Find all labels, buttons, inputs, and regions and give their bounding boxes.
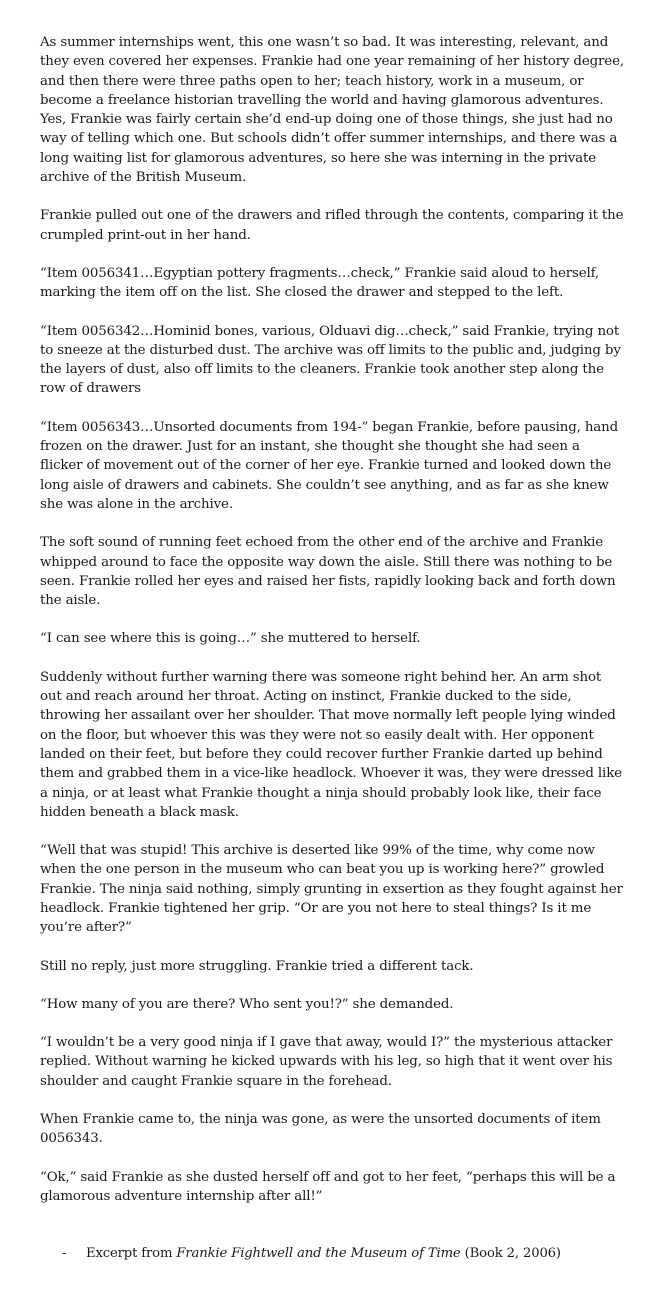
paragraph-5: “Item 0056343…Unsorted documents from 194-” began Frankie, before pausing, hand frozen on the drawer. Just for an instant, she thought she thought she had seen a flicker of movement out of the corner of her eye. Frankie turned and looked down the long aisle of drawers and cabinets. She couldn’t see anything, and as far as she knew she was alone in the archive. <box>40 419 619 512</box>
paragraph-14: “Ok,” said Frankie as she dusted herself off and got to her feet, “perhaps this will be a glamorous adventure internship after all!” <box>40 1169 616 1204</box>
book-title: Frankie Fightwell and the Museum of Time <box>176 1246 461 1261</box>
paragraph-1: As summer internships went, this one wasn’t so bad. It was interesting, relevant, and they even covered her expenses. Frankie had one year remaining of her history degree, and then there were three paths open to her; teach history, work in a museum, or become a freelance historian travelling the world and having glamorous adventures. Yes, Frankie was fairly certain she’d end-up doing one of those things, she just had no way of telling which one. But schools didn’t offer summer internships, and there was a long waiting list for glamorous adventures, so here she was interning in the private archive of the British Museum. <box>40 35 624 186</box>
credit-suffix: (Book 2, 2006) <box>460 1246 561 1261</box>
paragraph-2: Frankie pulled out one of the drawers and rifled through the contents, comparing it the crumpled print-out in her hand. <box>40 208 624 243</box>
paragraph-11: “How many of you are there? Who sent you!?” she demanded. <box>40 996 454 1012</box>
paragraph-3: “Item 0056341…Egyptian pottery fragments…check,” Frankie said aloud to herself, marking the item off on the list. She closed the drawer and stepped to the left. <box>40 265 600 301</box>
paragraph-6: The soft sound of running feet echoed from the other end of the archive and Frankie whipped around to face the opposite way down the aisle. Still there was nothing to be seen. Frankie rolled her eyes and raised her fists, rapidly looking back and forth down the aisle. <box>40 535 616 609</box>
story-body <box>40 33 624 1225</box>
paragraph-12: “I wouldn’t be a very good ninja if I gave that away, would I?” the mysterious attacker replied. Without warning he kicked upwards with his leg, so high that it went over his shoulder and caught Frankie square in the forehead. <box>40 1035 613 1089</box>
credit-prefix: Excerpt from <box>86 1246 177 1261</box>
paragraph-7: “I can see where this is going…” she muttered to herself. <box>40 631 421 647</box>
paragraph-10: Still no reply, just more struggling. Frankie tried a different tack. <box>40 958 474 974</box>
paragraph-8: Suddenly without further warning there was someone right behind her. An arm shot out and reach around her throat. Acting on instinct, Frankie ducked to the side, throwing her assailant over her shoulder. That move normally left people lying winded on the floor, but whoever this was they were not so easily dealt with. Her opponent landed on their feet, but before they could recover further Frankie darted up behind them and grabbed them in a vice-like headlock. Whoever it was, they were dressed like a ninja, or at least what Frankie thought a ninja should probably look like, their face hidden beneath a black mask. <box>40 669 622 820</box>
excerpt-credit <box>62 1244 561 1263</box>
list-dash: - <box>62 1246 67 1261</box>
paragraph-13: When Frankie came to, the ninja was gone, as were the unsorted documents of item 0056343. <box>40 1112 601 1147</box>
paragraph-4: “Item 0056342…Hominid bones, various, Olduavi dig…check,” said Frankie, trying not to sneeze at the disturbed dust. The archive was off limits to the public and, judging by the layers of dust, also off limits to the cleaners. Frankie took another step along the row of drawers <box>40 323 621 397</box>
paragraph-9: “Well that was stupid! This archive is deserted like 99% of the time, why come now when the one person in the museum who can beat you up is working here?” growled Frankie. The ninja said nothing, simply grunting in exsertion as they fought against her headlock. Frankie tightened her grip. “Or are you not here to steal things? Is it me you’re after?” <box>40 843 623 936</box>
